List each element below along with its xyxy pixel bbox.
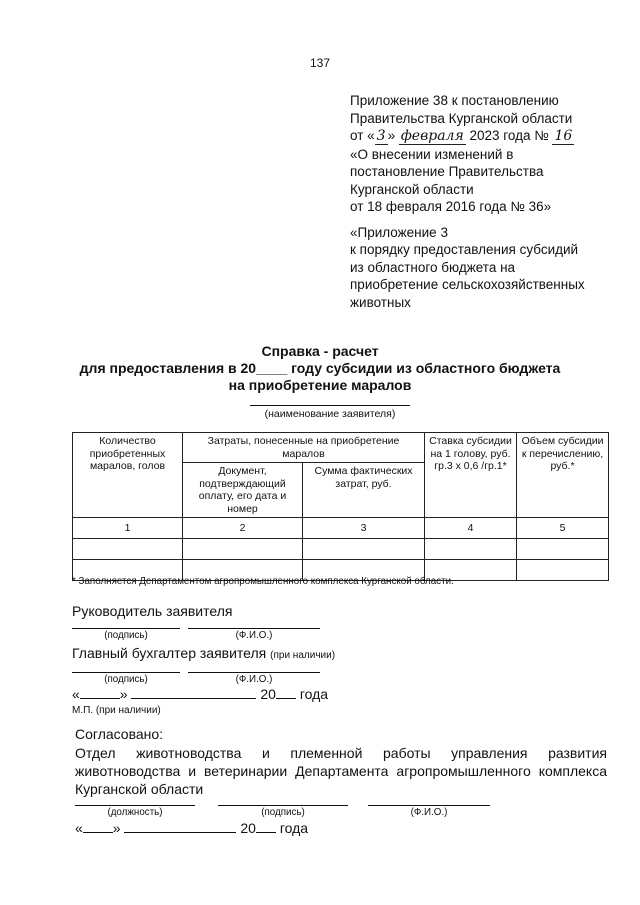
empty-cell[interactable] bbox=[183, 539, 303, 560]
appendix-line: постановление Правительства bbox=[350, 164, 544, 179]
empty-cell[interactable] bbox=[517, 560, 609, 581]
agreed-label: Согласовано: bbox=[75, 726, 164, 742]
applicant-caption: (наименование заявителя) bbox=[264, 408, 396, 420]
column-number: 1 bbox=[73, 518, 183, 539]
year-suffix: года bbox=[299, 686, 329, 702]
appendix-line: «О внесении изменений в bbox=[350, 146, 514, 162]
subsidy-table bbox=[72, 432, 609, 581]
position-caption: (должность) bbox=[107, 807, 163, 818]
agreed-line: Курганской области bbox=[75, 781, 204, 797]
header-rate: Ставка субсидии на 1 голову, руб. гр.3 х 0,6 /гр.1* bbox=[425, 433, 517, 518]
stamp-note: М.П. (при наличии) bbox=[72, 705, 161, 716]
name-line bbox=[188, 628, 320, 629]
header-subsidy-amount: Объем субсидии к перечислению, руб.* bbox=[517, 433, 609, 518]
accountant-label-row bbox=[72, 645, 335, 661]
applicant-name-line bbox=[250, 405, 410, 406]
appendix-line: из областного бюджета на bbox=[350, 259, 516, 275]
name-caption: (Ф.И.О.) bbox=[235, 630, 273, 641]
day-blank[interactable] bbox=[80, 698, 120, 699]
agreed-department bbox=[75, 744, 607, 798]
year-blank[interactable] bbox=[276, 698, 296, 699]
date-mid: » bbox=[387, 128, 399, 143]
signature-caption: (подпись) bbox=[104, 674, 148, 685]
appendix-line: Приложение 38 к постановлению bbox=[350, 93, 559, 108]
accountant-label: Главный бухгалтер заявителя bbox=[72, 645, 267, 661]
header-quantity: Количество приобретенных маралов, голов bbox=[73, 433, 183, 518]
appendix-line: животных bbox=[350, 294, 411, 310]
appendix-line: к порядку предоставления субсидий bbox=[350, 242, 579, 257]
empty-cell[interactable] bbox=[303, 539, 425, 560]
date-year: 2023 года № bbox=[465, 128, 553, 143]
date-open: « bbox=[75, 820, 83, 836]
accountant-note: (при наличии) bbox=[270, 650, 336, 661]
date-line bbox=[72, 686, 328, 702]
empty-cell[interactable] bbox=[517, 539, 609, 560]
appendix-line: Курганской области bbox=[350, 181, 474, 197]
name-caption: (Ф.И.О.) bbox=[235, 674, 273, 685]
name-caption: (Ф.И.О.) bbox=[410, 807, 448, 818]
appendix-line: Правительства Курганской области bbox=[350, 110, 573, 126]
column-number: 4 bbox=[425, 518, 517, 539]
date-open: « bbox=[72, 686, 80, 702]
position-line bbox=[75, 805, 195, 806]
date-prefix: от « bbox=[350, 128, 375, 143]
appendix-line: приобретение сельскохозяйственных bbox=[350, 277, 585, 292]
signature-line bbox=[72, 672, 180, 673]
appendix-line: от 18 февраля 2016 года № 36» bbox=[350, 199, 552, 214]
handwritten-month: февраля bbox=[400, 128, 464, 144]
year-prefix: 20 bbox=[260, 686, 276, 702]
agreed-line: животноводства и ветеринарии Департамента агропромышленного комплекса bbox=[75, 763, 607, 779]
signature-line bbox=[218, 805, 348, 806]
empty-cell[interactable] bbox=[73, 539, 183, 560]
handwritten-day: 3 bbox=[376, 128, 386, 144]
appendix-date-line bbox=[350, 127, 620, 146]
document-title bbox=[60, 343, 580, 394]
name-line bbox=[368, 805, 490, 806]
year-suffix: года bbox=[279, 820, 309, 836]
date-close: » bbox=[119, 686, 128, 702]
month-blank[interactable] bbox=[124, 832, 236, 833]
head-label: Руководитель заявителя bbox=[72, 603, 233, 619]
signature-caption: (подпись) bbox=[104, 630, 148, 641]
page-number: 137 bbox=[309, 56, 331, 70]
signature-caption: (подпись) bbox=[261, 807, 305, 818]
header-costs-group: Затраты, понесенные на приобретение маралов bbox=[183, 433, 425, 463]
title-line: на приобретение маралов bbox=[228, 377, 412, 393]
appendix-header bbox=[350, 92, 620, 311]
year-prefix: 20 bbox=[240, 820, 256, 836]
signature-line bbox=[72, 628, 180, 629]
header-actual-costs: Сумма фактических затрат, руб. bbox=[303, 463, 425, 518]
year-blank[interactable] bbox=[256, 832, 276, 833]
title-line: для предоставления в 20____ году субсидии из областного бюджета bbox=[79, 360, 561, 376]
name-line bbox=[188, 672, 320, 673]
appendix-line: «Приложение 3 bbox=[350, 224, 448, 240]
column-number: 3 bbox=[303, 518, 425, 539]
date-line-2 bbox=[75, 820, 308, 836]
day-blank[interactable] bbox=[83, 832, 113, 833]
date-close: » bbox=[112, 820, 121, 836]
handwritten-number: 16 bbox=[554, 128, 573, 144]
header-payment-document: Документ, подтверждающий оплату, его дата и номер bbox=[183, 463, 303, 518]
month-blank[interactable] bbox=[131, 698, 256, 699]
empty-cell[interactable] bbox=[425, 539, 517, 560]
agreed-line: Отдел животноводства и племенной работы управления развития bbox=[75, 745, 607, 761]
column-number: 2 bbox=[183, 518, 303, 539]
title-line: Справка - расчет bbox=[261, 343, 379, 359]
footnote: * Заполняется Департаментом агропромышленного комплекса Курганской области. bbox=[72, 576, 454, 587]
column-number: 5 bbox=[517, 518, 609, 539]
